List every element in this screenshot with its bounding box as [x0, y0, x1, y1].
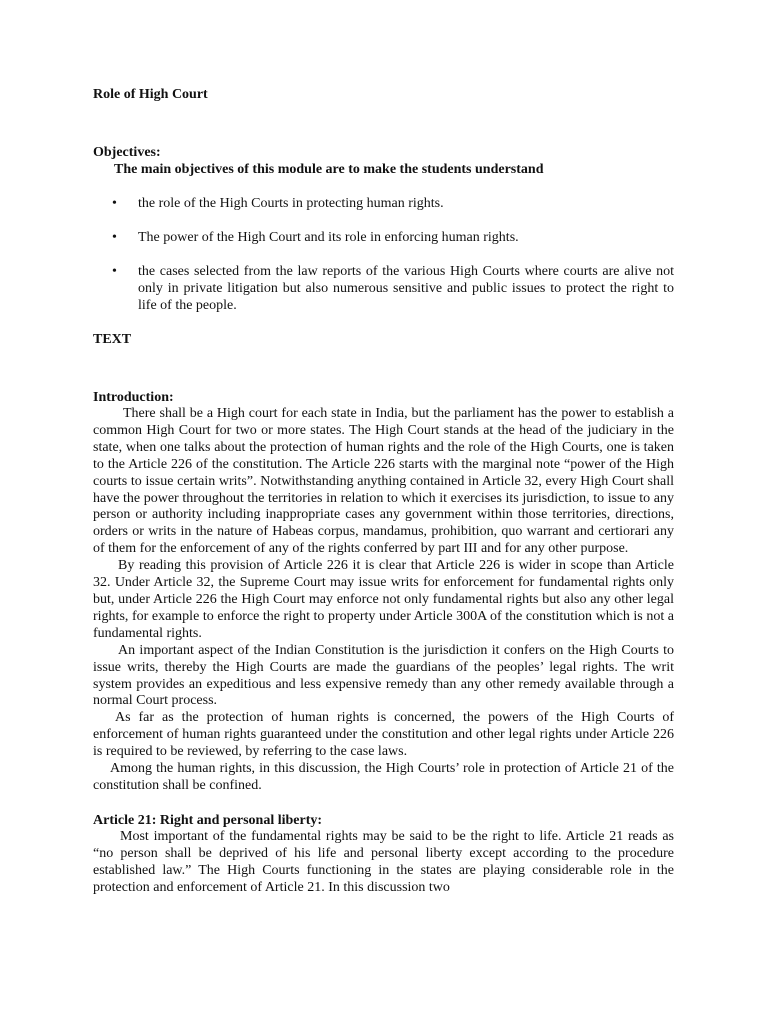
bullet-icon: • — [112, 230, 117, 245]
introduction-paragraph: Among the human rights, in this discussion, the High Courts’ role in protection of Article 21 of the constitution shall be confined. — [93, 761, 674, 793]
document-page — [93, 86, 674, 896]
introduction-heading: Introduction: — [93, 390, 174, 405]
list-item — [93, 263, 674, 314]
bullet-icon: • — [112, 196, 117, 211]
bullet-text: the cases selected from the law reports of the various High Courts where courts are alive not only in private litigation but also numerous sensitive and public issues to protect the right to life of the people. — [138, 264, 674, 313]
introduction-paragraph: There shall be a High court for each state in India, but the parliament has the power to establish a common High Court for two or more states. The High Court stands at the head of the judiciary in the state, when one talks about the protection of human rights and the role of the High Courts, one is taken to the Article 226 of the constitution. The Article 226 starts with the marginal note “power of the High courts to issue certain writs”. Notwithstanding anything contained in Article 32, every High Court shall have the power throughout the territories in relation to which it exercises its jurisdiction, to issue to any person or authority including inappropriate cases any government within those territories, directions, orders or writs in the nature of Habeas corpus, mandamus, prohibition, quo warrant and certiorari any of them for the enforcement of any of the rights conferred by part III and for any other purpose. — [93, 406, 674, 557]
list-item — [93, 229, 674, 246]
introduction-paragraph: An important aspect of the Indian Constitution is the jurisdiction it confers on the High Courts to issue writs, thereby the High Courts are made the guardians of the peoples’ legal rights. The writ system provides an expeditious and less expensive remedy than any other remedy available through a normal Court process. — [93, 642, 674, 709]
bullet-text: the role of the High Courts in protecting human rights. — [138, 196, 444, 211]
document-title: Role of High Court — [93, 87, 208, 102]
bullet-text: The power of the High Court and its role in enforcing human rights. — [138, 230, 519, 245]
bullet-icon: • — [112, 264, 117, 279]
objectives-heading: Objectives: — [93, 145, 161, 160]
objectives-lead: The main objectives of this module are to make the students understand — [114, 162, 544, 177]
introduction-paragraph: As far as the protection of human rights is concerned, the powers of the High Courts of enforcement of human rights guaranteed under the constitution and other legal rights under Article 226 is required to be reviewed, by referring to the case laws. — [93, 710, 674, 760]
text-heading: TEXT — [93, 332, 132, 347]
objectives-list — [93, 195, 674, 314]
list-item — [93, 195, 674, 212]
article21-heading: Article 21: Right and personal liberty: — [93, 812, 323, 828]
article21-paragraph: Most important of the fundamental rights may be said to be the right to life. Article 21 reads as “no person shall be deprived of his life and personal liberty except according to the procedure established law.” The High Courts functioning in the states are playing considerable role in the protection and enforcement of Article 21. In this discussion two — [93, 828, 674, 895]
introduction-paragraph: By reading this provision of Article 226 it is clear that Article 226 is wider in scope than Article 32. Under Article 32, the Supreme Court may issue writs for enforcement for fundamental rights only but, under Article 226 the High Court may enforce not only fundamental rights but also any other legal rights, for example to enforce the right to property under Article 300A of the constitution which is not a fundamental rights. — [93, 558, 674, 641]
